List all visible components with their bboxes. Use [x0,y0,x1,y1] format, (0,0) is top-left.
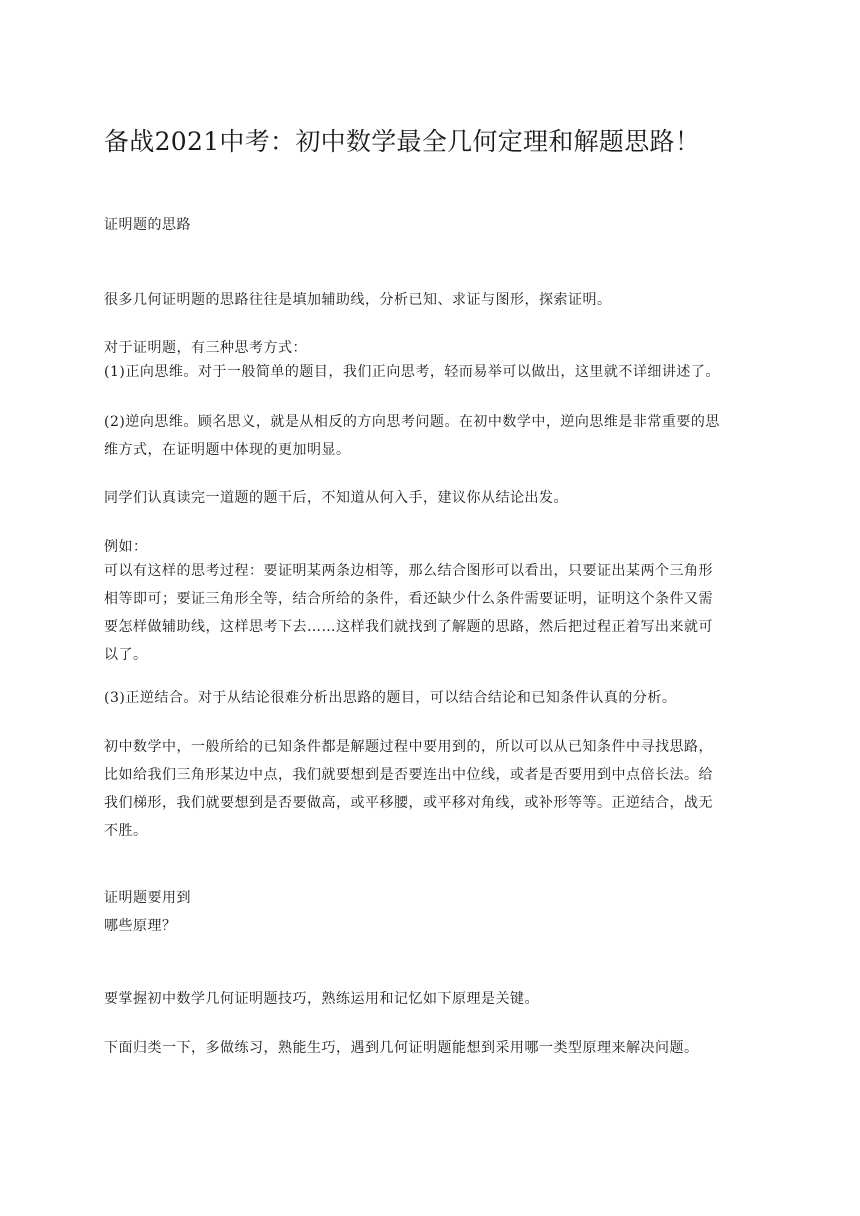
paragraph-advice: 同学们认真读完一道题的题干后，不知道从何入手，建议你从结论出发。 [104,490,568,506]
paragraph-forward-thinking: (1)正向思维。对于一般简单的题目，我们正向思考，轻而易举可以做出，这里就不详细讲述了。 [104,364,720,380]
text-line: 哪些原理？ [104,918,177,934]
paragraph-master-principles: 要掌握初中数学几何证明题技巧，熟练运用和记忆如下原理是关键。 [104,991,539,1007]
text-line: 比如给我们三角形某边中点，我们就要想到是否要连出中位线，或者是否要用到中点倍长法。给 [104,767,713,783]
paragraph-summary: 下面归类一下，多做练习，熟能生巧，遇到几何证明题能想到采用哪一类型原理来解决问题。 [104,1040,699,1056]
paragraph-three-ways: 对于证明题，有三种思考方式： [104,340,307,356]
text-line: (2)逆向思维。顾名思义，就是从相反的方向思考问题。在初中数学中，逆向思维是非常重要的思 [104,414,720,430]
document-title: 备战2021中考：初中数学最全几何定理和解题思路！ [104,127,701,156]
paragraph-intro: 很多几何证明题的思路往往是填加辅助线，分析已知、求证与图形，探索证明。 [104,292,612,308]
paragraph-combined-thinking: (3)正逆结合。对于从结论很难分析出思路的题目，可以结合结论和已知条件认真的分析。 [104,690,677,706]
example-label: 例如： [104,539,148,555]
text-line: 要怎样做辅助线，这样思考下去……这样我们就找到了解题的思路，然后把过程正着写出来就可 [104,619,713,635]
text-line: 相等即可；要证三角形全等，结合所给的条件，看还缺少什么条件需要证明，证明这个条件又需 [104,591,713,607]
section-heading-principles [104,884,760,940]
paragraph-middle-school-math [104,733,760,845]
text-line: 初中数学中，一般所给的已知条件都是解题过程中要用到的，所以可以从已知条件中寻找思路， [104,739,713,755]
text-line: 以了。 [104,647,148,663]
paragraph-reverse-thinking [104,408,760,464]
text-line: 我们梯形，我们就要想到是否要做高，或平移腰，或平移对角线，或补形等等。正逆结合，战无 [104,795,713,811]
text-line: 可以有这样的思考过程：要证明某两条边相等，那么结合图形可以看出，只要证出某两个三角形 [104,563,713,579]
text-line: 证明题要用到 [104,890,191,906]
section-heading-proof-approach: 证明题的思路 [104,217,191,233]
text-line: 不胜。 [104,823,148,839]
paragraph-example [104,557,760,669]
text-line: 维方式，在证明题中体现的更加明显。 [104,442,351,458]
